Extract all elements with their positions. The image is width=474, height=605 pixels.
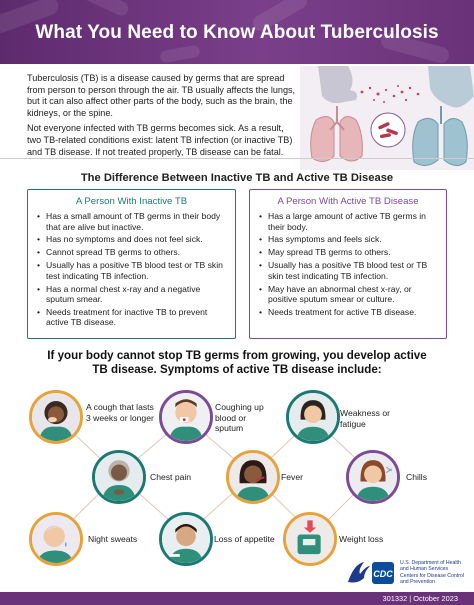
list-item: • Has a small amount of TB germs in their body that are alive but inactive. <box>37 211 229 232</box>
hhs-eagle-logo <box>344 556 396 590</box>
symptom-label: Weakness or fatigue <box>340 408 390 429</box>
symptom-label: Coughing up blood or sputum <box>215 402 264 433</box>
header-banner <box>0 0 474 64</box>
page-title: What You Need to Know About Tuberculosis <box>35 22 439 43</box>
symptom-label: Loss of appetite <box>214 534 275 544</box>
intro-paragraph-1: Tuberculosis (TB) is a disease caused by germs that are spread from person to person through the air. TB usually affects the lungs, but it can also affect other parts of the body, such as the brain, the kidneys, or the spine. <box>27 73 296 118</box>
bacteria-decoration <box>79 0 130 18</box>
weight-loss-icon <box>283 512 337 566</box>
night-sweats-icon <box>29 512 83 566</box>
active-tb-box <box>249 189 447 339</box>
symptom-label: Night sweats <box>88 534 138 544</box>
list-item: • Needs treatment for inactive TB to prevent active TB disease. <box>37 307 229 328</box>
active-tb-heading: A Person With Active TB Disease <box>277 196 419 207</box>
symptoms-title: If your body cannot stop TB germs from growing, you develop active TB disease. Symptoms of active TB disease include: <box>47 349 427 376</box>
cdc-logo-text: CDC <box>373 569 393 579</box>
list-item: • Usually has a positive TB blood test or TB skin test indicating TB infection. <box>259 260 440 281</box>
list-item: • Needs treatment for active TB disease. <box>259 307 440 318</box>
bacteria-decoration <box>159 45 200 64</box>
intro-text <box>27 73 297 162</box>
list-item: • Has a large amount of active TB germs in their body. <box>259 211 440 232</box>
symptom-label: Fever <box>281 472 303 482</box>
footer-bar <box>0 592 474 605</box>
list-item: • Usually has a positive TB blood test or TB skin test indicating TB infection. <box>37 260 229 281</box>
hhs-cdc-logo <box>344 556 464 590</box>
section-divider <box>0 158 474 159</box>
symptom-label: Chills <box>406 472 428 482</box>
cdc-agency-name: Centers for Disease Control and Prevention <box>400 573 465 585</box>
inactive-tb-box <box>27 189 236 339</box>
weakness-icon <box>286 390 340 444</box>
loss-of-appetite-icon <box>159 512 213 566</box>
list-item: • Has symptoms and feels sick. <box>259 234 440 245</box>
tb-transmission-illustration <box>300 66 474 170</box>
footer-publication-id: 301332 | October 2023 <box>382 594 458 603</box>
intro-paragraph-2: Not everyone infected with TB germs becomes sick. As a result, two TB-related conditions exist: latent TB infection (or inactive TB) and TB disease. If not treated properly, TB disease can be fatal. <box>27 123 293 157</box>
difference-title: The Difference Between Inactive TB and Active TB Disease <box>80 172 394 184</box>
list-item: • Cannot spread TB germs to others. <box>37 247 229 258</box>
list-item: • Has a normal chest x-ray and a negative sputum smear. <box>37 284 229 305</box>
list-item: • Has no symptoms and does not feel sick. <box>37 234 229 245</box>
active-tb-list <box>250 211 446 317</box>
fever-icon <box>226 450 280 504</box>
list-item: • May have an abnormal chest x-ray, or positive sputum smear or culture. <box>259 284 440 305</box>
chest-pain-icon <box>92 450 146 504</box>
coughing-blood-icon <box>159 390 213 444</box>
inactive-tb-heading: A Person With Inactive TB <box>75 196 188 207</box>
symptom-label: A cough that lasts 3 weeks or longer <box>86 402 154 423</box>
list-item: • May spread TB germs to others. <box>259 247 440 258</box>
inactive-tb-list <box>28 211 235 328</box>
chills-icon <box>346 450 400 504</box>
cough-icon <box>29 390 83 444</box>
symptom-label: Chest pain <box>150 472 192 482</box>
hhs-dept-name: U.S. Department of Health and Human Services <box>400 560 461 572</box>
symptom-label: Weight loss <box>339 534 384 544</box>
